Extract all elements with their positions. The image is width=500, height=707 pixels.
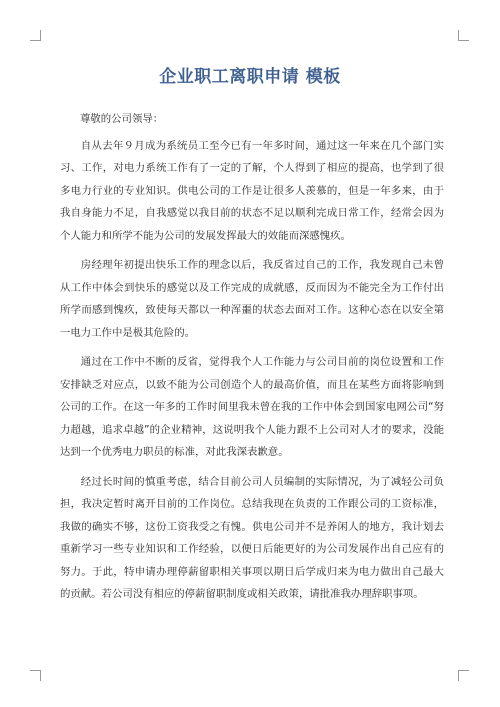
- crop-mark-bottom-left: [30, 670, 41, 681]
- document-title: 企业职工离职申请 模板: [159, 67, 341, 87]
- document-body: [60, 108, 444, 613]
- paragraph-1: 自从去年９月成为系统员工至今已有一年多时间，通过这一年来在几个部门实习、工作，对电力系统工作有了一定的了解，个人得到了相应的提高，也学到了很多电力行业的专业知识。供电公司的工作是让很多人羡慕的，但是一年多来，由于我自身能力不足，自我感觉以我目前的状态不足以顺利完成日常工作，经常会因为个人能力和所学不能为公司的发展发挥最大的效能而深感愧疚。: [60, 139, 444, 242]
- salutation: 尊敬的公司领导：: [80, 113, 164, 125]
- crop-mark-top-right: [458, 30, 469, 41]
- crop-mark-bottom-right: [458, 670, 469, 681]
- paragraph-4: 经过长时间的慎重考虑，结合目前公司人员编制的实际情况，为了减轻公司负担，我决定暂时离开目前的工作岗位。总结我现在负责的工作跟公司的工资标准，我做的确实不够，这份工资我受之有愧。供电公司并不是养闲人的地方，我计划去重新学习一些专业知识和工作经验，以便日后能更好的为公司发展作出自己应有的努力。于此，特申请办理停薪留职相关事项以期日后学成归来为电力做出自己最大的贡献。若公司没有相应的停薪留职制度或相关政策，请批准我办理辞职事项。: [60, 475, 444, 600]
- paragraph-3: 通过在工作中不断的反省，觉得我个人工作能力与公司目前的岗位设置和工作安排缺乏对应点，以致不能为公司创造个人的最高价值，而且在某些方面将影响到公司的工作。在这一年多的工作时间里我未曾在我的工作中体会到国家电网公司“努力超越，追求卓越”的企业精神，这说明我个人能力跟不上公司对人才的要求，没能达到一个优秀电力职员的标准，对此我深表歉意。: [60, 356, 444, 458]
- paragraph-2: 房经理年初提出快乐工作的理念以后，我反省过自己的工作，我发现自己未曾从工作中体会到快乐的感觉以及工作完成的成就感，反而因为不能完全为工作付出所学而感到愧疚，致使每天都以一种浑噩的状态去面对工作。这种心态在以安全第一电力工作中是极其危险的。: [60, 259, 444, 339]
- crop-mark-top-left: [30, 30, 41, 41]
